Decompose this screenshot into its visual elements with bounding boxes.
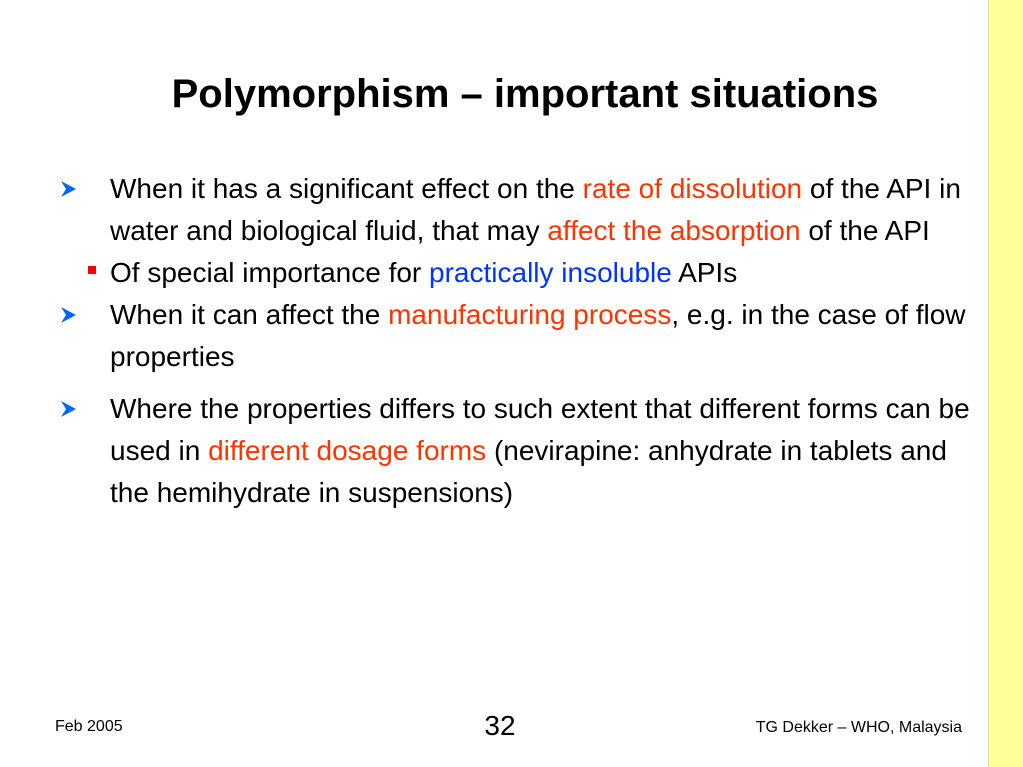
- sub-bullet-text: Of special importance for: [110, 257, 430, 288]
- bullet-list: [58, 168, 978, 514]
- highlight-manufacturing-process: manufacturing process: [388, 299, 672, 330]
- bullet-text: of the API in water and biological fluid, that may: [110, 173, 961, 246]
- bullet-item: [58, 388, 978, 514]
- slide-title: Polymorphism – important situations: [171, 72, 879, 116]
- bullet-text: , e.g. in the case of flow properties: [110, 299, 966, 372]
- bullet-text: Where the properties differs to such extent that different forms can be used in: [110, 393, 970, 466]
- bullet-text: When it can affect the: [110, 299, 389, 330]
- bullet-text: (nevirapine: anhydrate in tablets and the hemihydrate in suspensions): [110, 435, 947, 508]
- square-bullet-icon: [88, 266, 96, 274]
- sub-bullet-text: APIs: [671, 257, 738, 288]
- highlight-rate-of-dissolution: rate of dissolution: [582, 173, 803, 204]
- bullet-text: of the API: [800, 215, 930, 246]
- highlight-different-dosage-forms: different dosage forms: [208, 435, 487, 466]
- bullet-text: When it has a significant effect on the: [110, 173, 583, 204]
- page-number: 32: [484, 710, 516, 741]
- footer-author: TG Dekker – WHO, Malaysia: [755, 719, 962, 736]
- sub-bullet-item: [70, 252, 978, 294]
- highlight-affect-the-absorption: affect the absorption: [547, 215, 801, 246]
- arrow-bullet-icon: [58, 399, 78, 419]
- arrow-bullet-icon: [58, 179, 78, 199]
- bullet-item: [58, 168, 978, 252]
- footer-date: Feb 2005: [55, 718, 123, 735]
- arrow-bullet-icon: [58, 305, 78, 325]
- bullet-item: [58, 294, 978, 378]
- highlight-practically-insoluble: practically insoluble: [429, 257, 672, 288]
